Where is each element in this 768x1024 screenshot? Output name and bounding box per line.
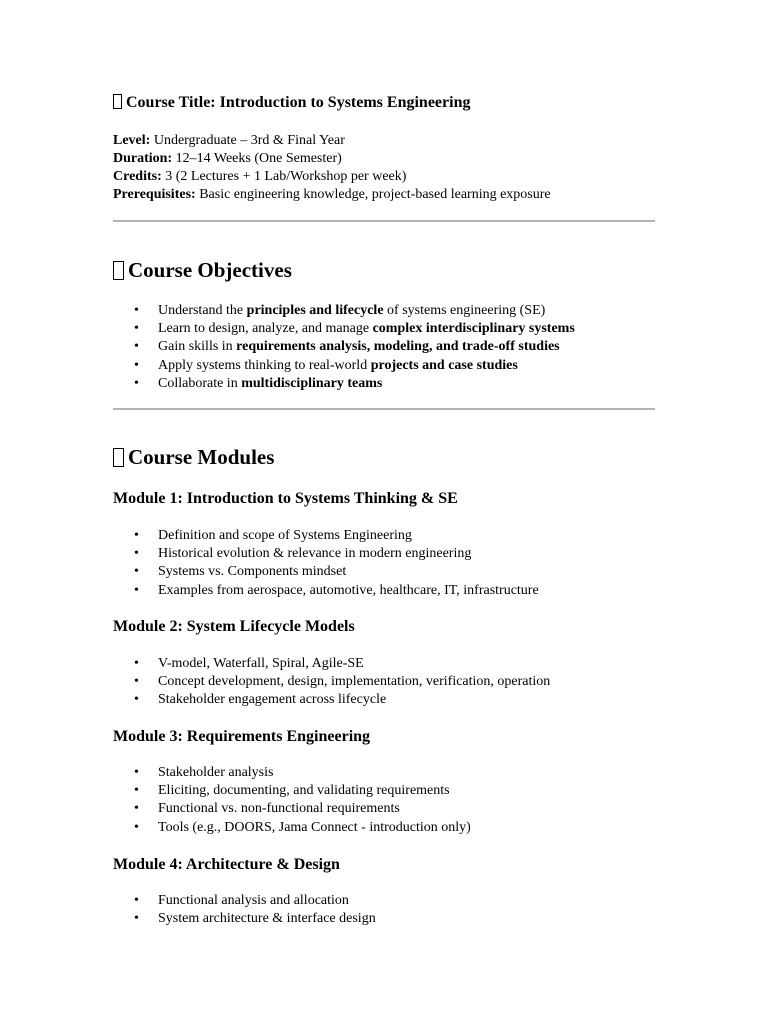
list-item: • Functional vs. non-functional requirements — [113, 800, 471, 818]
duration-value: 12–14 Weeks (One Semester) — [175, 151, 342, 166]
module-4-title: Module 4: Architecture & Design — [113, 856, 340, 873]
module-3-list — [113, 764, 471, 837]
missing-glyph-icon — [113, 94, 122, 109]
divider — [113, 220, 655, 222]
list-item: • Definition and scope of Systems Engineering — [113, 527, 539, 545]
list-item: • Eliciting, documenting, and validating requirements — [113, 782, 471, 800]
modules-heading-text: Course Modules — [128, 445, 275, 469]
list-item: • Functional analysis and allocation — [113, 892, 376, 910]
list-item: • Examples from aerospace, automotive, healthcare, IT, infrastructure — [113, 582, 539, 600]
credits-line — [113, 168, 406, 186]
course-title — [113, 93, 470, 113]
module-4-list — [113, 892, 376, 928]
level-value: Undergraduate – 3rd & Final Year — [153, 133, 345, 148]
module-3-title: Module 3: Requirements Engineering — [113, 728, 371, 745]
prerequisites-line — [113, 186, 551, 204]
list-item: • Gain skills in requirements analysis, modeling, and trade-off studies — [113, 338, 575, 356]
objectives-heading-text: Course Objectives — [128, 258, 292, 282]
level-label: Level: — [113, 133, 151, 148]
list-item: • Stakeholder engagement across lifecycle — [113, 691, 550, 709]
list-item: • Collaborate in multidisciplinary teams — [113, 375, 575, 393]
list-item: • V-model, Waterfall, Spiral, Agile-SE — [113, 655, 550, 673]
list-item: • Historical evolution & relevance in modern engineering — [113, 545, 539, 563]
credits-value: 3 (2 Lectures + 1 Lab/Workshop per week) — [165, 169, 407, 184]
course-title-text: Introduction to Systems Engineering — [219, 94, 471, 111]
list-item: • Stakeholder analysis — [113, 764, 471, 782]
level-line — [113, 132, 345, 150]
list-item: • Tools (e.g., DOORS, Jama Connect - introduction only) — [113, 819, 471, 837]
objectives-list — [113, 302, 575, 393]
duration-line — [113, 150, 342, 168]
list-item: • System architecture & interface design — [113, 910, 376, 928]
list-item: • Apply systems thinking to real-world projects and case studies — [113, 357, 575, 375]
list-item: • Understand the principles and lifecycle of systems engineering (SE) — [113, 302, 575, 320]
missing-glyph-icon — [113, 448, 124, 467]
module-1-list — [113, 527, 539, 600]
list-item: • Learn to design, analyze, and manage complex interdisciplinary systems — [113, 320, 575, 338]
credits-label: Credits: — [113, 169, 162, 184]
list-item: • Systems vs. Components mindset — [113, 563, 539, 581]
module-2-list — [113, 655, 550, 710]
modules-heading — [113, 444, 274, 470]
divider — [113, 408, 655, 410]
duration-label: Duration: — [113, 151, 173, 166]
module-1-title: Module 1: Introduction to Systems Thinking & SE — [113, 490, 458, 507]
prerequisites-value: Basic engineering knowledge, project-based learning exposure — [199, 187, 551, 202]
module-2-title: Module 2: System Lifecycle Models — [113, 618, 355, 635]
missing-glyph-icon — [113, 261, 124, 280]
list-item: • Concept development, design, implementation, verification, operation — [113, 673, 550, 691]
prerequisites-label: Prerequisites: — [113, 187, 196, 202]
course-title-prefix: Course Title: — [126, 94, 216, 111]
objectives-heading — [113, 257, 292, 283]
